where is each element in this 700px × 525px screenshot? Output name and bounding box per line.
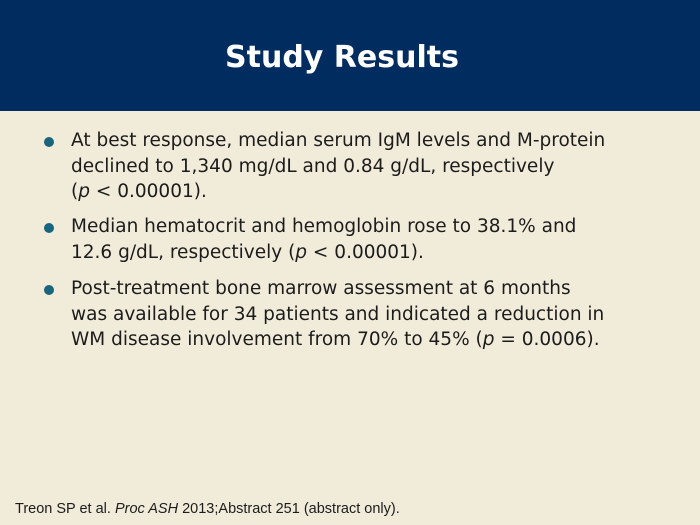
bullet-dot-icon [44, 285, 54, 295]
bullet-line [71, 179, 691, 205]
title-bar [0, 0, 700, 111]
bullet-line [71, 240, 691, 266]
bullet-line: Post-treatment bone marrow assessment at 6 months [71, 278, 571, 299]
text-run: 12.6 g/dL, respectively ( [71, 241, 296, 263]
bullet-line: Median hematocrit and hemoglobin rose to 38.1% and [71, 216, 577, 237]
bullet-line: At best response, median serum IgM levels and M-protein [71, 130, 606, 151]
text-run: = 0.0006). [494, 329, 600, 350]
p-value-symbol: p [482, 329, 495, 350]
text-run: < 0.00001). [307, 241, 424, 263]
citation-details: 2013;Abstract 251 (abstract only). [178, 501, 400, 517]
p-value-symbol: p [78, 181, 90, 202]
citation-authors: Treon SP et al. [15, 501, 115, 517]
bullet-text [71, 214, 691, 265]
bullet-line: was available for 34 patients and indicated a reduction in [71, 303, 605, 325]
citation [15, 500, 400, 518]
bullet-text [71, 128, 691, 205]
bullet-dot-icon [44, 137, 54, 147]
slide-title: Study Results [225, 40, 459, 75]
text-run: < 0.00001). [89, 181, 207, 202]
text-run: WM disease involvement from 70% to 45% ( [71, 329, 483, 350]
citation-journal: Proc ASH [114, 501, 179, 517]
p-value-symbol: p [295, 241, 308, 263]
bullet-dot-icon [44, 223, 54, 233]
bullet-text [71, 276, 691, 353]
bullet-line: declined to 1,340 mg/dL and 0.84 g/dL, respectively [71, 155, 555, 177]
text-run: ( [71, 181, 79, 202]
bullet-line [71, 327, 691, 353]
